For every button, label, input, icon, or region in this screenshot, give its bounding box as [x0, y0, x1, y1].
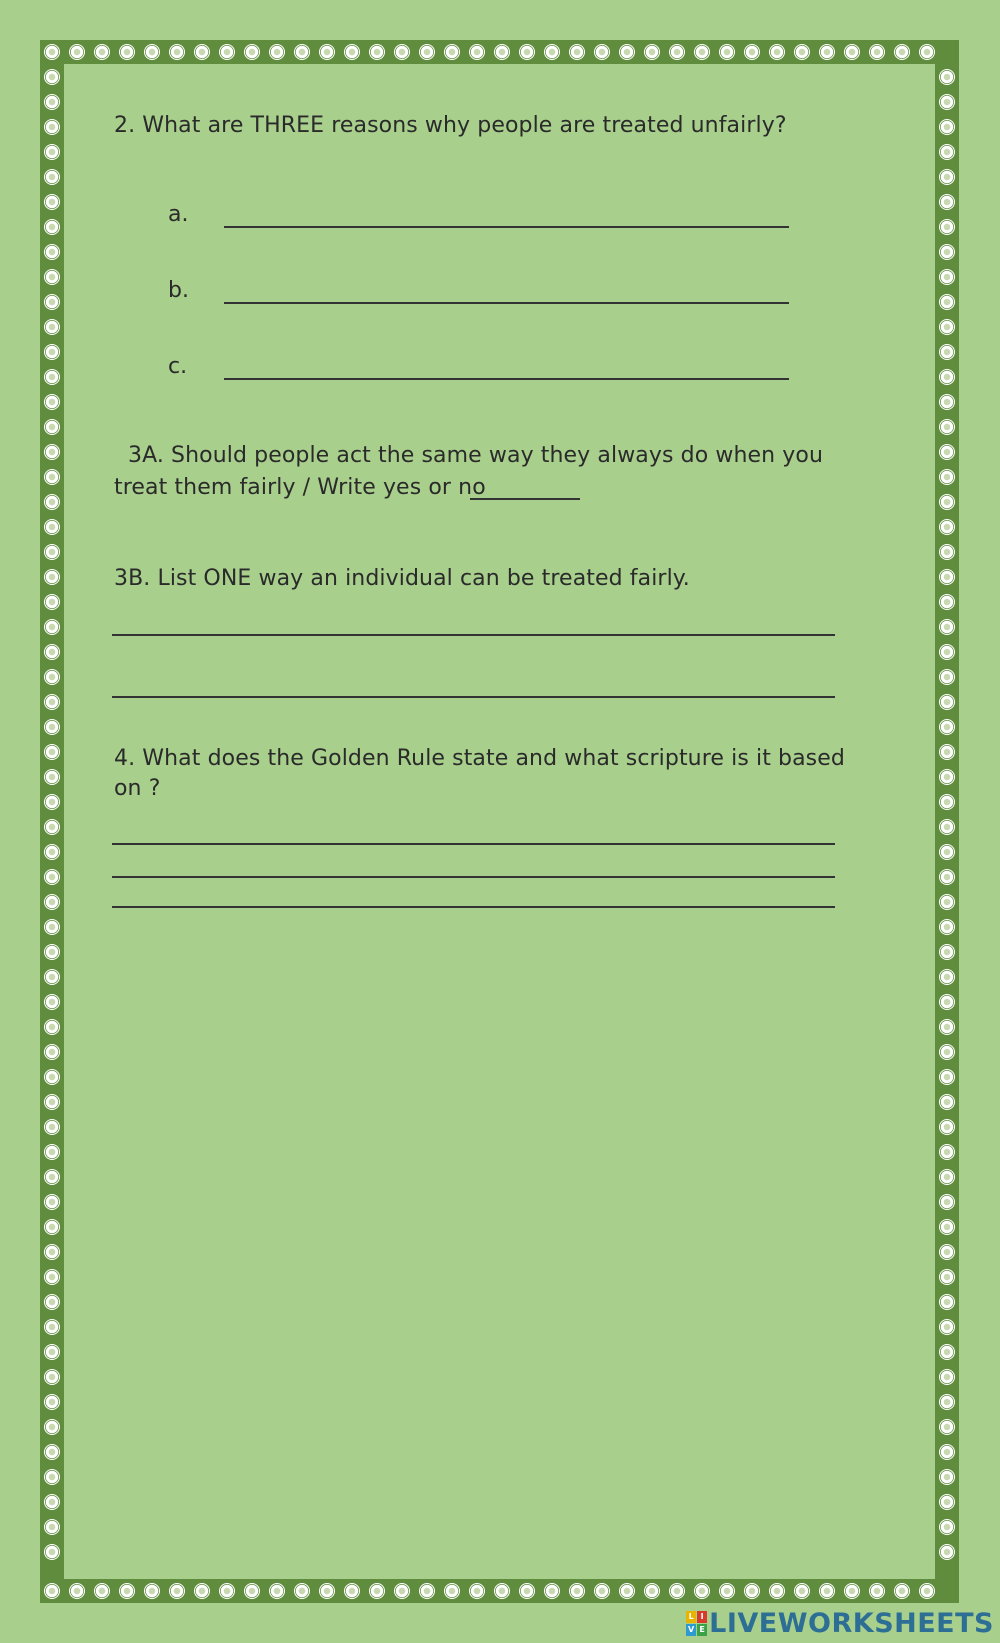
- question-3a-line2: treat them fairly / Write yes or no: [114, 475, 486, 500]
- answer-3a-line[interactable]: [470, 498, 580, 500]
- question-4-line1: 4. What does the Golden Rule state and what scripture is it based: [114, 746, 845, 771]
- answer-c-line[interactable]: [224, 378, 789, 380]
- answer-b-line[interactable]: [224, 302, 789, 304]
- question-2-text: 2. What are THREE reasons why people are treated unfairly?: [114, 113, 787, 138]
- logo-text: LIVEWORKSHEETS: [709, 1607, 994, 1639]
- answer-3b-line-2[interactable]: [112, 696, 835, 698]
- answer-4-line-3[interactable]: [112, 906, 835, 908]
- question-4-line2: on ?: [114, 776, 161, 801]
- answer-3b-line-1[interactable]: [112, 634, 835, 636]
- question-3b-text: 3B. List ONE way an individual can be treated fairly.: [114, 566, 690, 591]
- answer-4-line-2[interactable]: [112, 876, 835, 878]
- option-b-label: b.: [168, 278, 189, 303]
- logo-mark-icon: L I V E: [686, 1611, 707, 1636]
- decorative-border: [40, 40, 959, 1603]
- answer-a-line[interactable]: [224, 226, 789, 228]
- liveworksheets-logo: [686, 1607, 994, 1639]
- question-3a-line1: 3A. Should people act the same way they always do when you: [128, 443, 823, 468]
- answer-4-line-1[interactable]: [112, 843, 835, 845]
- option-a-label: a.: [168, 202, 189, 227]
- option-c-label: c.: [168, 354, 188, 379]
